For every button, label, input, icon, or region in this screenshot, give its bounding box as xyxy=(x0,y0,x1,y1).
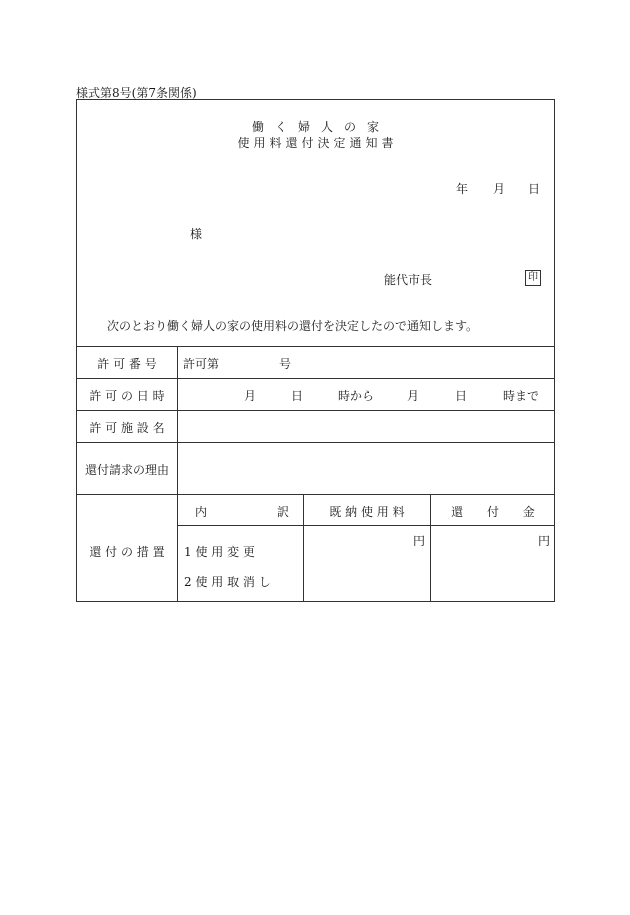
permit-datetime-label: 許 可 の 日 時 xyxy=(89,389,165,403)
row-divider xyxy=(77,494,554,495)
permit-number-prefix: 許可第 xyxy=(183,357,220,371)
permit-day-end: 日 xyxy=(455,389,468,403)
facility-label: 許 可 施 設 名 xyxy=(89,421,165,435)
title-facility: 働く婦人の家 xyxy=(251,120,390,134)
permit-day-start: 日 xyxy=(291,389,304,403)
refund-measures-label: 還 付 の 措 置 xyxy=(89,545,165,559)
paid-fee-header: 既 納 使 用 料 xyxy=(329,505,405,519)
seal-mark: 印 xyxy=(525,270,541,286)
permit-time-from: 時から xyxy=(338,389,375,403)
issuer-name: 能代市長 xyxy=(384,273,433,287)
breakdown-header-right: 訳 xyxy=(277,505,290,519)
permit-number-label: 許 可 番 号 xyxy=(97,357,157,371)
date-month: 月 xyxy=(493,182,506,196)
date-year: 年 xyxy=(456,182,469,196)
refund-amount-yen: 円 xyxy=(538,534,551,548)
breakdown-header-left: 内 xyxy=(195,505,208,519)
row-divider xyxy=(77,410,554,411)
measures-header-divider xyxy=(178,525,555,526)
measure-item-change: 1 使 用 変 更 xyxy=(184,545,255,559)
row-divider xyxy=(77,442,554,443)
permit-month-end: 月 xyxy=(407,389,420,403)
form-number-label: 様式第8号(第7条関係) xyxy=(76,86,197,100)
notice-form xyxy=(76,99,555,602)
paid-fee-yen: 円 xyxy=(413,534,426,548)
measure-item-cancel: 2 使 用 取 消 し xyxy=(184,575,271,589)
permit-number-suffix: 号 xyxy=(279,357,292,371)
refund-reason-label: 還付請求の理由 xyxy=(84,463,169,477)
date-day: 日 xyxy=(528,182,541,196)
permit-time-until: 時まで xyxy=(503,389,540,403)
addressee-suffix: 様 xyxy=(190,227,203,241)
permit-month-start: 月 xyxy=(244,389,257,403)
row-divider xyxy=(77,346,554,347)
refund-amount-header: 還 付 金 xyxy=(451,505,545,519)
notice-text: 次のとおり働く婦人の家の使用料の還付を決定したので通知します。 xyxy=(107,319,479,333)
title-document: 使用料還付決定通知書 xyxy=(237,136,398,150)
label-column-divider xyxy=(177,346,178,602)
row-divider xyxy=(77,378,554,379)
